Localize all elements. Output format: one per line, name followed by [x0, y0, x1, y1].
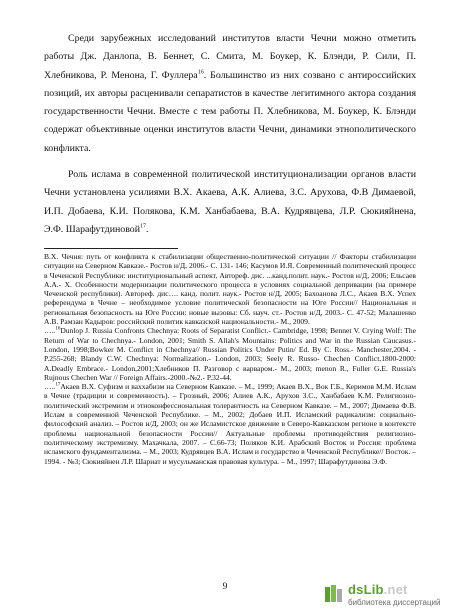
body-text [44, 30, 416, 239]
paragraph-2-text: Роль ислама в современной политической институционализации органов власти Чечни установлена усилиями В.Х. Акаева, А.К. Алиева, З.С. Арухова, Ф.В Димаевой, И.П. Добаева, К.И. Полякова, К.М. Ханбабаева, В.А. Кудрявцева, Л.Р. Сюкияйнена, Э.Ф. Шарафутдиновой [44, 169, 416, 235]
footnote-16-text: Dunlop J. Russia Confronts Chechnya: Roots of Separatist Conflict.- Cambridge, 1998; Bennet V. Crying Wolf: The Return of War to Chechnya.- London, 2001; Smith S. Allah's Mountains: Politics and War in the Russian Caucasus.- London, 1998;Bowker M. Conflict in Chechnya// Russian Politics Under Putin/ Ed. By C. Ross.- Manchester,2004. - P.255-268; Blandy C.W. Chechnya: Normalization.- London, 2003; Seely R. Russo- Chechen Conflict,1800-2000: A.Deadly Embrace.- London,2001;Хлебников П. Разговор с варваром.- М., 2003; menon R., Fuller G.E. Russia's Rujnous Chechen War // Foreign Affairs.-2000.-№2.- P.32-44. [44, 326, 416, 382]
footnote-separator [44, 248, 178, 249]
paragraph-1 [44, 30, 416, 158]
watermark-subtitle: библиотека диссертаций [348, 598, 441, 607]
footnote-17 [44, 382, 416, 466]
paragraph-1-text: Среди зарубежных исследований институтов власти Чечни можно отметить работы Дж. Данлопа, В. Беннет, С. Смита, М. Боукер, К. Блэнди, Р. Сили, П. Хлебникова, Р. Менона, Г. Фуллера [44, 33, 416, 81]
footnote-ref-17[interactable]: 17 [140, 223, 147, 230]
watermark-brand-domain: .net [383, 582, 408, 597]
paragraph-2 [44, 166, 416, 239]
footnotes [44, 252, 416, 466]
footnote-16-lead: ….. [44, 326, 56, 336]
watermark-brand-main: dsLib [348, 582, 384, 597]
paragraph-2-end: . [146, 223, 149, 235]
footnote-17-lead: ….. [44, 382, 56, 392]
footnote-17-text: Акаев В.Х. Суфизм и ваххабизм на Северном Кавказе. – М., 1999; Акаев В.Х., Вок Г.Б., Керимов М.М. Ислам в Чечне (традиции и современность). – Грозный, 2006; Алиев А.К., Арухов З.С., Ханбабаев К.М. Религиозно-политический экстремизм и этноконфессиональная толерантность на Северном Кавказе. – М., 2007; Димаева Ф.В. Ислам в современной Чеченской Республике. – М., 2002; Добаев И.П. Исламский радикализм: социально-философский анализ. – Ростов н/Д, 2003; он же Исламистское движение в Северо-Кавказском регионе в контексте проблемы национальной безопасности России// Актуальные проблемы противодействия религиозно-политическому экстремизму. Махачкала, 2007. – С.66-73; Поляков К.И. Арабский Восток и Россия: проблема исламского фундаментализма. – М., 2003; Кудрявцев В.А. Ислам и государство в Чеченской Республике// Восток. – 1994. - №3; Сюкияйнен Л.Р. Шариат и мусульманская правовая культура. – М., 1997; Шарафутдинова Э.Ф. [44, 382, 416, 466]
paragraph-1-continuation: . Большинство из них созвано с антироссийских позиций, их авторы расценивали сепаратистов в качестве легитимного актора создания государственности Чечни. Вместе с тем работы П. Хлебникова, М. Боукер, К. Блэнди содержат объективные оценки институтов власти Чечни, динамики этнополитического конфликта. [44, 69, 417, 154]
watermark-brand [348, 582, 408, 597]
footnote-continued [44, 252, 416, 326]
watermark[interactable] [324, 582, 442, 610]
footnote-ref-16[interactable]: 16 [197, 69, 204, 76]
footnote-16-number: 16 [55, 326, 61, 332]
footnote-16 [44, 326, 416, 382]
footnote-continued-text: В.Х. Чечня: путь от конфликта к стабилизации общественно-политической ситуации // Факторы стабилизации ситуации на Северном Кавказе.- Ростов н/Д, 2006.- С. 131- 146; Касумов И.Я. Современный политический процесс в Чеченской Республики: институциональный аспект, Автореф. дис. ...канд.полит. наук.- Ростов н/Д, 2006; Ельсаев А.А.- Х. Особенности модернизации политического процесса в условиях социальной депривации (на примере Чеченской республики). Автореф. дис…. канд. полит. наук.- Ростов н/Д, 2005; Бахоанова Л.С., Акаев В.Х. Успех референдума в Чечне – необходимое условие политической безопасности на Юге России// Национальная и региональная безопасность на Юге России: новые вызовы: Сб. науч. ст.- Ростов н/Д, 2003.- С. 47-52; Малашенко А.В. Рамзан Кадыров: российский политик кавказской национальности.- М., 2009. [44, 252, 416, 327]
dslib-logo-icon [324, 584, 344, 604]
footnote-17-number: 17 [55, 382, 61, 388]
page-number: 9 [222, 582, 228, 592]
